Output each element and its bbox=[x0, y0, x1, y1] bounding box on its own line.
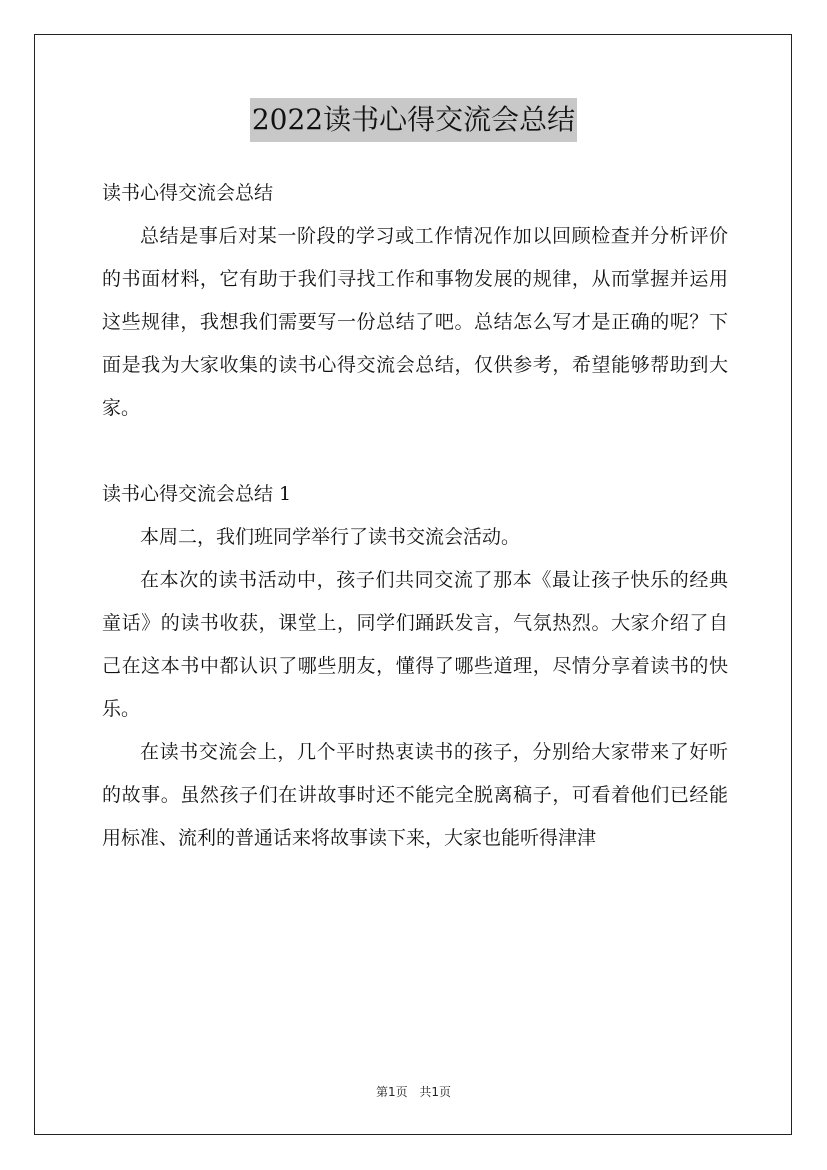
paragraph-2: 在本次的读书活动中，孩子们共同交流了那本《最让孩子快乐的经典童话》的读书收获，课堂上，同学们踊跃发言，气氛热烈。大家介绍了自己在这本书中都认识了哪些朋友，懂得了哪些道理，尽情分享着读书的快乐。 bbox=[102, 569, 728, 720]
page-number: 第1页 bbox=[375, 1085, 408, 1099]
title-wrap bbox=[0, 98, 827, 142]
page-total: 共1页 bbox=[419, 1085, 452, 1099]
document-title: 2022读书心得交流会总结 bbox=[250, 98, 577, 142]
document-heading: 读书心得交流会总结 bbox=[102, 182, 274, 204]
intro-paragraph: 总结是事后对某一阶段的学习或工作情况作加以回顾检查并分析评价的书面材料，它有助于我们寻找工作和事物发展的规律，从而掌握并运用这些规律，我想我们需要写一份总结了吧。总结怎么写才是正确的呢？下面是我为大家收集的读书心得交流会总结，仅供参考，希望能够帮助到大家。 bbox=[102, 225, 728, 419]
paragraph-3: 在读书交流会上，几个平时热衷读书的孩子，分别给大家带来了好听的故事。虽然孩子们在讲故事时还不能完全脱离稿子，可看着他们已经能用标准、流利的普通话来将故事读下来，大家也能听得津津 bbox=[102, 741, 728, 849]
page-footer bbox=[0, 1084, 827, 1100]
paragraph-1: 本周二，我们班同学举行了读书交流会活动。 bbox=[140, 526, 521, 548]
document-body bbox=[102, 172, 728, 860]
spacer bbox=[102, 430, 728, 473]
section-heading: 读书心得交流会总结 1 bbox=[102, 483, 292, 505]
